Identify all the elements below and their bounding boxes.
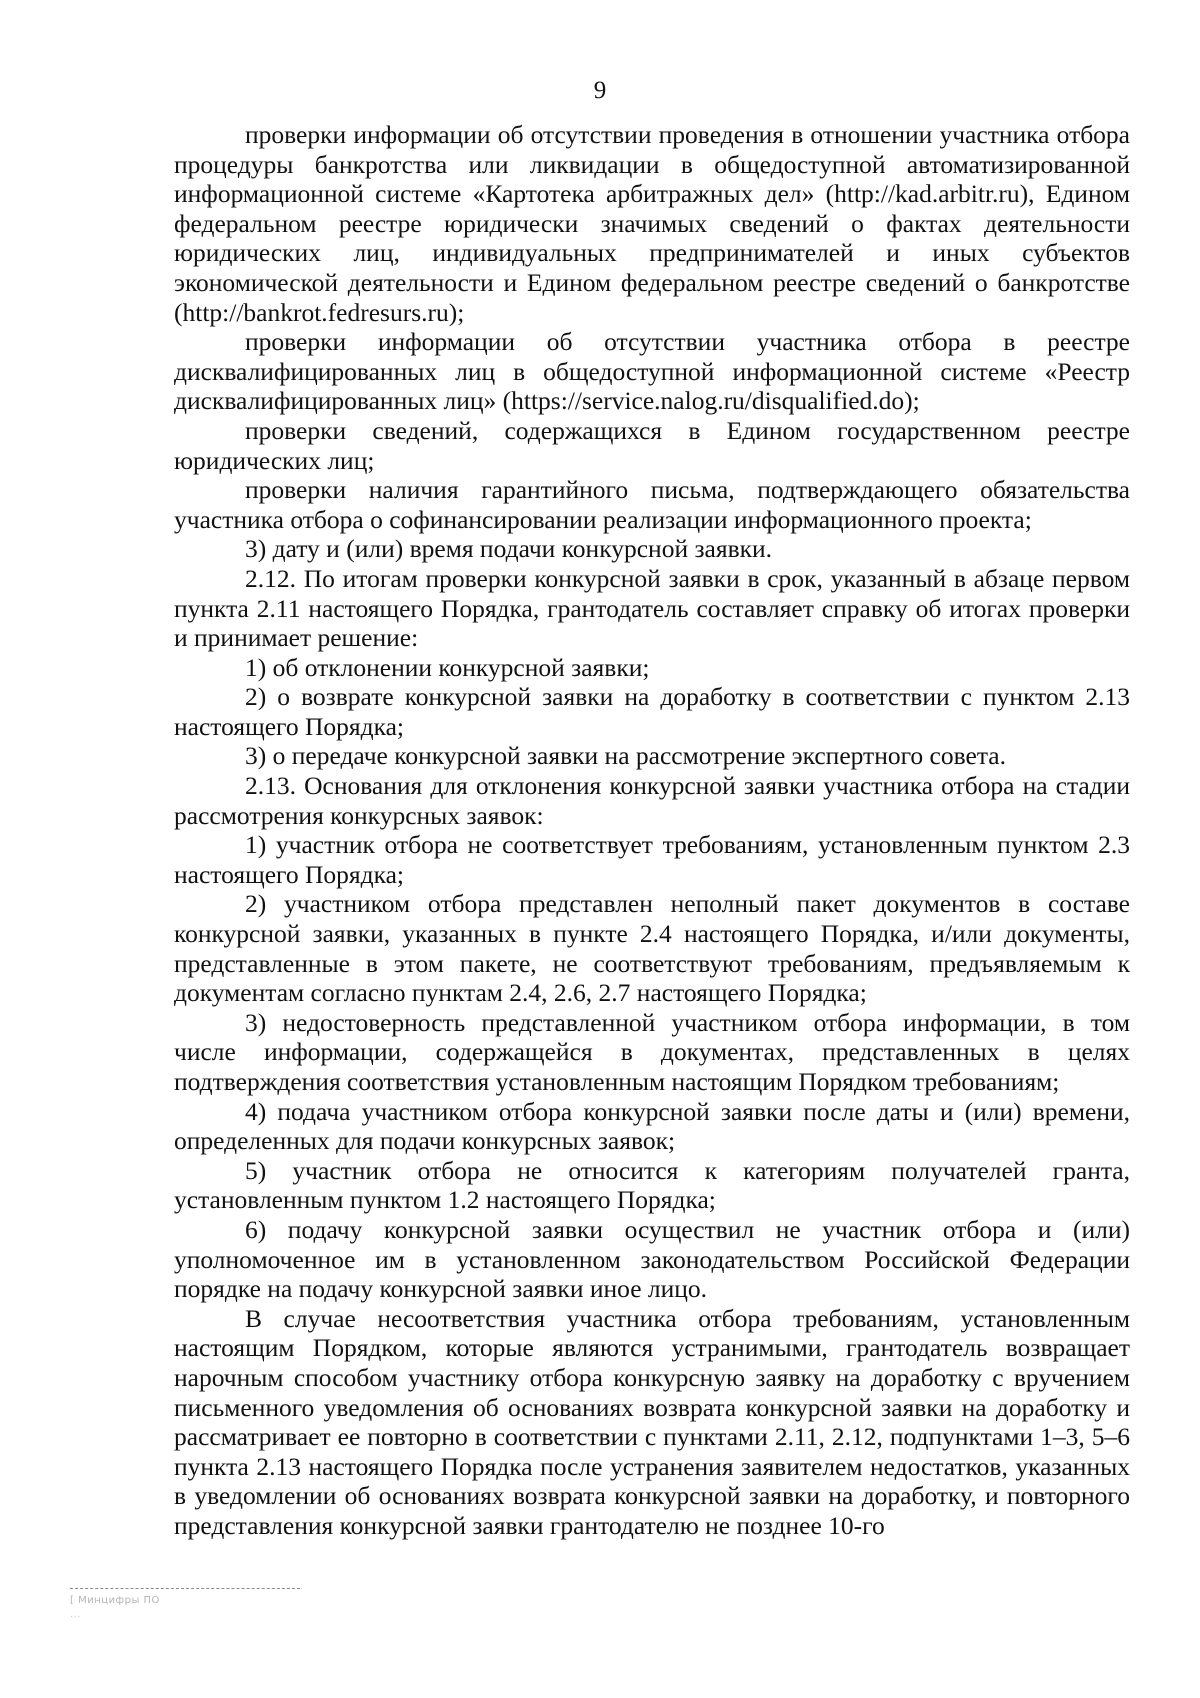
paragraph: проверки наличия гарантийного письма, подтверждающего обязательства участника отбора о софинансировании реализации информационного проекта;	[174, 475, 1130, 534]
document-body	[174, 120, 1130, 1541]
paragraph: 2.12. По итогам проверки конкурсной заявки в срок, указанный в абзаце первом пункта 2.11 настоящего Порядка, грантодатель составляет справку об итогах проверки и принимает решение:	[174, 563, 1130, 653]
paragraph: 3) дату и (или) время подачи конкурсной заявки.	[245, 534, 773, 564]
footer-stamp-line: ...	[70, 1609, 82, 1620]
footer-stamp-line: [ Минцифры ПО	[70, 1595, 160, 1606]
paragraph: 2.13. Основания для отклонения конкурсной заявки участника отбора на стадии рассмотрения конкурсных заявок:	[174, 771, 1130, 830]
paragraph: проверки информации об отсутствии проведения в отношении участника отбора процедуры банкротства или ликвидации в общедоступной автоматизированной информационной системе «Картотека арбитражных дел» (http://kad.arbitr.ru), Едином федеральном реестре юридически значимых сведений о фактах деятельности юридических лиц, индивидуальных предпринимателей и иных субъектов экономической деятельности и Едином федеральном реестре сведений о банкротстве (http://bankrot.fedresurs.ru);	[174, 120, 1130, 327]
paragraph: 2) о возврате конкурсной заявки на доработку в соответствии с пунктом 2.13 настоящего Порядка;	[174, 682, 1130, 741]
paragraph: 1) об отклонении конкурсной заявки;	[245, 652, 650, 682]
paragraph: 3) о передаче конкурсной заявки на рассмотрение экспертного совета.	[245, 741, 1006, 771]
paragraph: проверки информации об отсутствии участника отбора в реестре дисквалифицированных лиц в общедоступной информационной системе «Реестр дисквалифицированных лиц» (https://service.nalog.ru/disqualified.do);	[174, 327, 1130, 416]
footer-stamp	[70, 1594, 290, 1622]
paragraph: 6) подачу конкурсной заявки осуществил не участник отбора и (или) уполномоченное им в установленном законодательством Российской Федерации порядке на подачу конкурсной заявки иное лицо.	[174, 1214, 1130, 1304]
paragraph: В случае несоответствия участника отбора требованиям, установленным настоящим Порядком, которые являются устранимыми, грантодатель возвращает нарочным способом участнику отбора конкурсную заявку на доработку с вручением письменного уведомления об основаниях возврата конкурсной заявки на доработку и рассматривает ее повторно в соответствии с пунктами 2.11, 2.12, подпунктами 1–3, 5–6 пункта 2.13 настоящего Порядка после устранения заявителем недостатков, указанных в уведомлении об основаниях возврата конкурсной заявки на доработку, и повторного представления конкурсной заявки грантодателю не позднее 10-го	[174, 1303, 1130, 1540]
page-number: 9	[593, 77, 607, 104]
footer-divider	[70, 1588, 300, 1589]
paragraph: 1) участник отбора не соответствует требованиям, установленным пунктом 2.3 настоящего Порядка;	[174, 830, 1130, 889]
paragraph: 3) недостоверность представленной участником отбора информации, в том числе информации, содержащейся в документах, представленных в целях подтверждения соответствия установленным настоящим Порядком требованиям;	[174, 1007, 1130, 1096]
paragraph: 5) участник отбора не относится к категориям получателей гранта, установленным пунктом 1.2 настоящего Порядка;	[174, 1155, 1130, 1215]
paragraph: 4) подача участником отбора конкурсной заявки после даты и (или) времени, определенных для подачи конкурсных заявок;	[174, 1096, 1130, 1156]
paragraph: проверки сведений, содержащихся в Едином государственном реестре юридических лиц;	[174, 415, 1130, 475]
paragraph: 2) участником отбора представлен неполный пакет документов в составе конкурсной заявки, указанных в пункте 2.4 настоящего Порядка, и/или документы, представленные в этом пакете, не соответствуют требованиям, предъявляемым к документам согласно пунктам 2.4, 2.6, 2.7 настоящего Порядка;	[174, 889, 1130, 1008]
